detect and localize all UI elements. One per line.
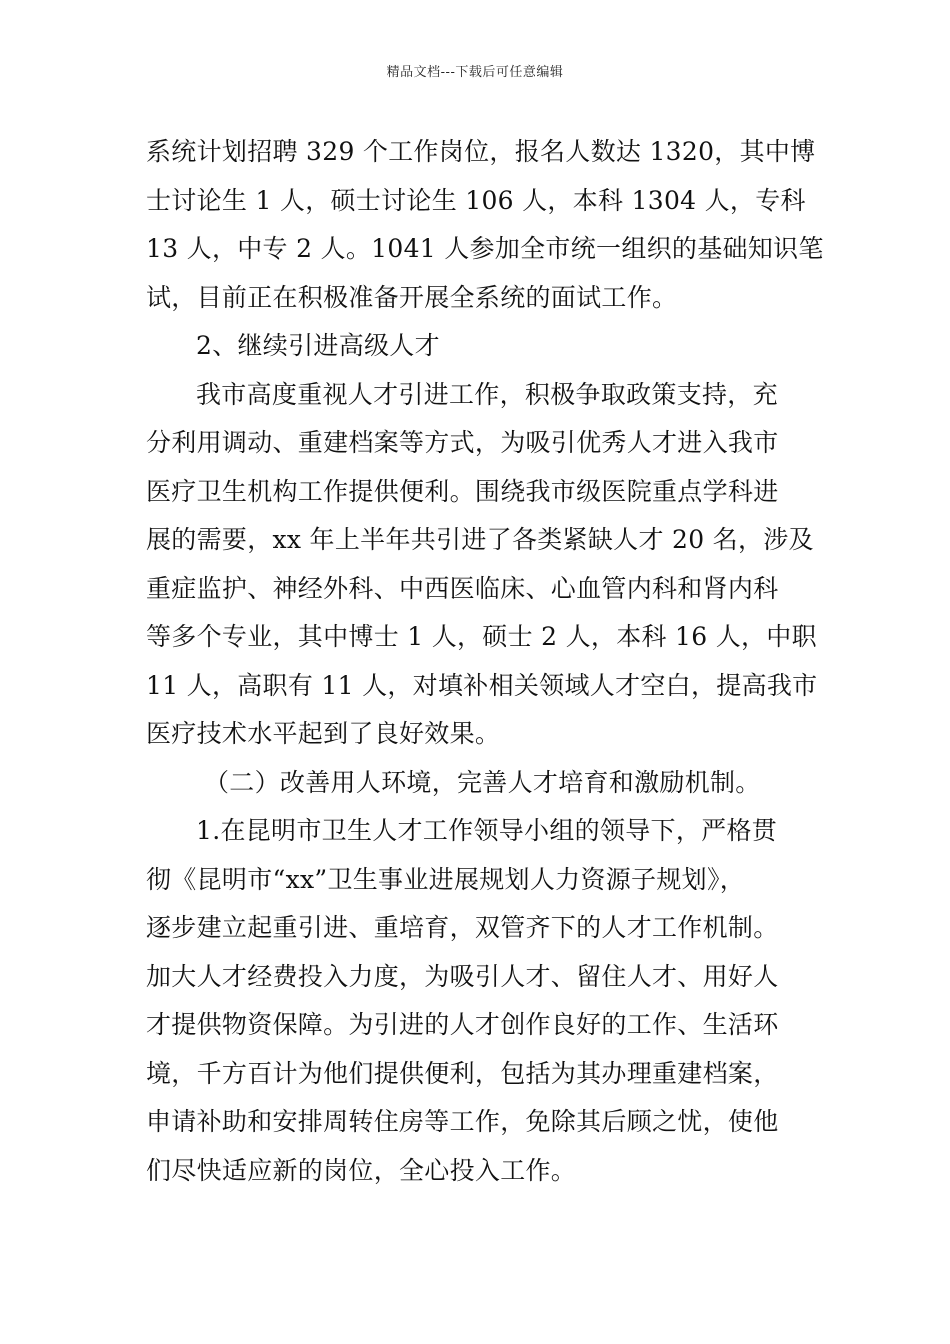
body-line: 加大人才经费投入力度，为吸引人才、留住人才、用好人: [146, 961, 779, 991]
body-line: 13 人，中专 2 人。1041 人参加全市统一组织的基础知识笔: [146, 234, 824, 263]
body-line: 11 人，高职有 11 人，对填补相关领域人才空白，提高我市: [146, 670, 818, 700]
body-line: 才提供物资保障。为引进的人才创作良好的工作、生活环: [146, 1010, 779, 1039]
body-line: 等多个专业，其中博士 1 人，硕士 2 人，本科 16 人，中职: [146, 622, 817, 651]
body-line: 医疗技术水平起到了良好效果。: [146, 719, 501, 748]
document-body: [146, 128, 824, 1195]
paragraph-first-line: 我市高度重视人才引进工作，积极争取政策支持，充: [196, 379, 778, 409]
body-line: 申请补助和安排周转住房等工作，免除其后顾之忧，使他: [146, 1107, 779, 1136]
page-header: 精品文档---下载后可任意编辑: [386, 65, 564, 80]
body-line: 分利用调动、重建档案等方式，为吸引优秀人才进入我市: [146, 428, 779, 457]
body-line: 们尽快适应新的岗位，全心投入工作。: [146, 1155, 577, 1185]
body-line: 展的需要，xx 年上半年共引进了各类紧缺人才 20 名，涉及: [146, 525, 814, 554]
section-heading: （二）改善用人环境，完善人才培育和激励机制。: [204, 767, 761, 797]
body-line: 试，目前正在积极准备开展全系统的面试工作。: [146, 282, 678, 312]
body-line: 彻《昆明市“xx”卫生事业进展规划人力资源子规划》，: [146, 864, 746, 894]
paragraph-first-line: 1.在昆明市卫生人才工作领导小组的领导下，严格贯: [196, 816, 778, 845]
body-line: 逐步建立起重引进、重培育，双管齐下的人才工作机制。: [146, 913, 779, 942]
body-line: 境，千方百计为他们提供便利，包括为其办理重建档案，: [146, 1058, 779, 1088]
body-line: 系统计划招聘 329 个工作岗位，报名人数达 1320，其中博: [146, 137, 816, 166]
body-line: 医疗卫生机构工作提供便利。围绕我市级医院重点学科进: [146, 476, 779, 506]
section-heading: 2、继续引进高级人才: [196, 331, 440, 360]
body-line: 士讨论生 1 人，硕士讨论生 106 人，本科 1304 人，专科: [146, 185, 806, 215]
body-line: 重症监护、神经外科、中西医临床、心血管内科和肾内科: [146, 573, 779, 603]
